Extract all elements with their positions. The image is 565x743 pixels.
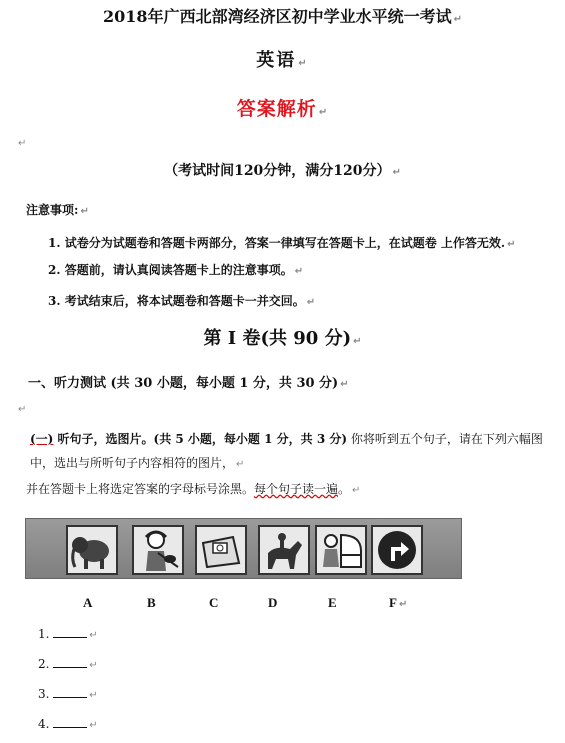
letter-a: A xyxy=(83,595,93,610)
exam-title: 2018年广西北部湾经济区初中学业水平统一考试 ↵ xyxy=(103,7,462,26)
horse-rider-icon xyxy=(258,525,310,575)
answer-blank-4[interactable]: 4. ↵ xyxy=(38,717,98,731)
letter-c: C xyxy=(209,595,219,610)
subsection-title: 听句子，选图片。(共 5 小题，每小题 1 分，共 3 分) xyxy=(57,432,348,446)
turn-right-sign-icon xyxy=(371,525,423,575)
answer-blank-2[interactable]: 2. ↵ xyxy=(38,657,98,671)
subsection-text: 你将听到五个句子，请在下列六幅图中，选出与所听句子内容相符的图片， xyxy=(30,432,543,470)
empty-paragraph-mark: ↵ xyxy=(18,138,27,149)
letter-d: D xyxy=(268,595,278,610)
picture-letters xyxy=(0,595,565,613)
subsection-instruction-line2: 并在答题卡上将选定答案的字母标号涂黑。每个句子读一遍。 ↵ xyxy=(26,482,361,496)
notice-heading: 注意事项: ↵ xyxy=(26,203,89,217)
notice-item-1: 1. 试卷分为试题卷和答题卡两部分，答案一律填写在答题卡上，在试题卷 上作答无效. ↵ xyxy=(48,236,516,250)
part-title: 第 I 卷(共 90 分) ↵ xyxy=(203,328,362,349)
elephant-icon xyxy=(66,525,118,575)
notice-item-2: 2. 答题前，请认真阅读答题卡上的注意事项。 ↵ xyxy=(48,263,304,277)
subject-title: 英语 ↵ xyxy=(256,50,309,71)
piano-girl-icon xyxy=(315,525,367,575)
picture-strip xyxy=(25,518,462,579)
answer-blank-1[interactable]: 1. ↵ xyxy=(38,627,98,641)
letter-e: E xyxy=(328,595,337,610)
empty-paragraph-mark: ↵ xyxy=(18,404,27,415)
answer-blank-3[interactable]: 3. ↵ xyxy=(38,687,98,701)
clock-box-icon xyxy=(195,525,247,575)
subsection-instruction: (一) 听句子，选图片。(共 5 小题，每小题 1 分，共 3 分) 你将听到五个句子，请在下列六幅图中，选出与所听句子内容相符的图片， ↵ xyxy=(30,432,543,470)
letter-b: B xyxy=(147,595,156,610)
subsection-number: (一) xyxy=(30,432,54,446)
violin-girl-icon xyxy=(132,525,184,575)
exam-time-info: （考试时间120分钟，满分120分） ↵ xyxy=(164,163,401,179)
letter-f: F ↵ xyxy=(389,595,408,610)
notice-item-3: 3. 考试结束后，将本试题卷和答题卡一并交回。 ↵ xyxy=(48,294,316,308)
section-title: 一、听力测试 (共 30 小题，每小题 1 分，共 30 分) ↵ xyxy=(28,376,349,391)
answer-analysis-title: 答案解析 ↵ xyxy=(236,98,329,120)
